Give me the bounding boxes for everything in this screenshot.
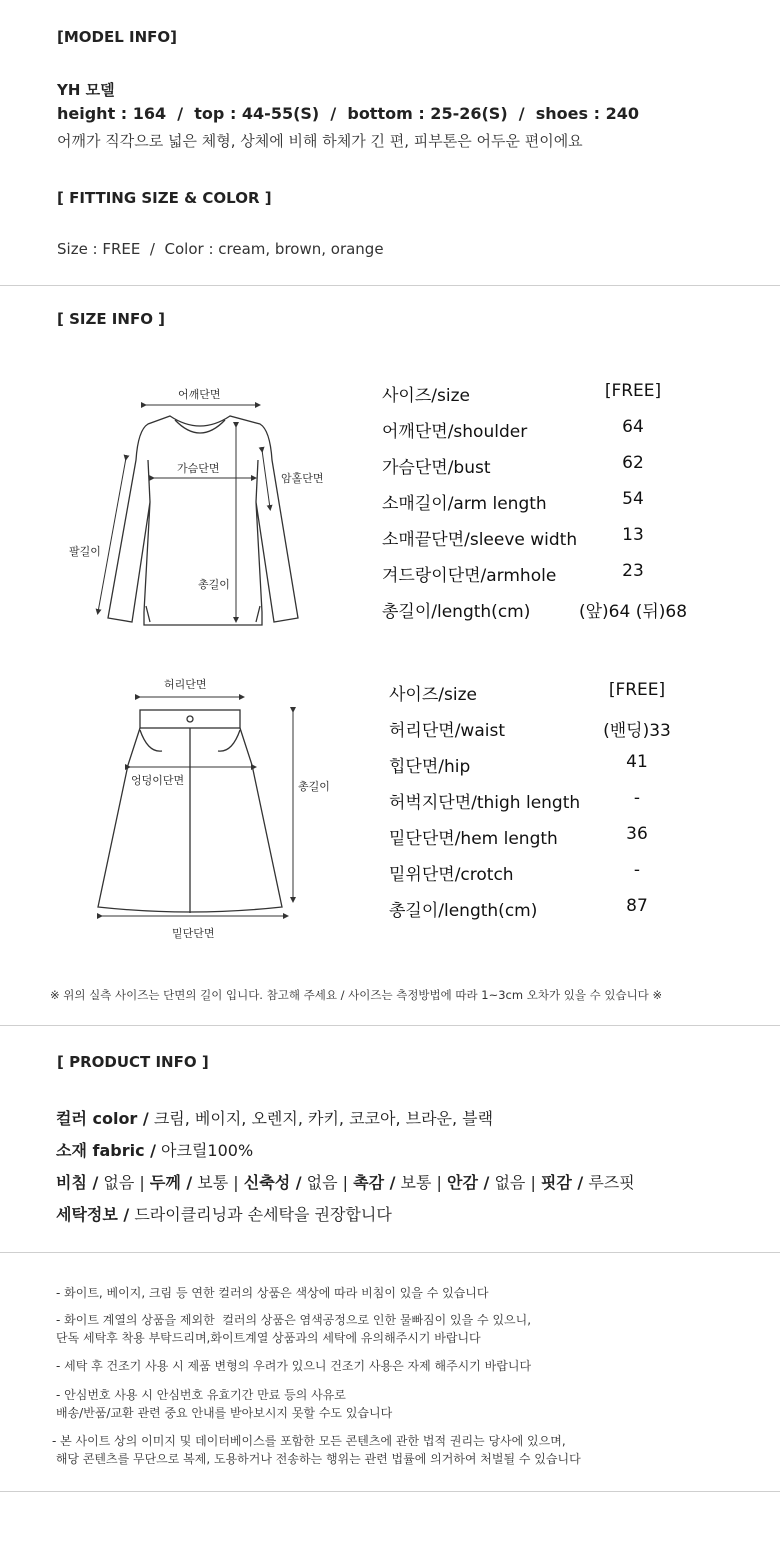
row-value: - [633,860,641,880]
skirt-diagram [90,685,310,925]
prop-value: 보통 | [192,1173,244,1192]
skirt-size-table [389,680,719,932]
table-row [382,489,712,525]
model-info-heading: [MODEL INFO] [57,28,177,46]
product-props-line [56,1170,635,1193]
row-label: 사이즈/size [382,386,470,406]
row-label: 밑단단면/hem length [389,829,558,849]
notice-line: - 안심번호 사용 시 안심번호 유효기간 만료 등의 사유로 [56,1388,346,1402]
notice-line: - 세탁 후 건조기 사용 시 제품 변형의 우려가 있으니 건조기 사용은 자제 해주시기 바랍니다 [56,1359,532,1373]
wash-value: 드라이클리닝과 손세탁을 권장합니다 [129,1205,392,1224]
fabric-value: 아크릴100% [155,1141,254,1160]
table-row [382,417,712,453]
prop-label: 촉감 / [353,1173,396,1192]
table-row [389,716,719,752]
table-row [382,453,712,489]
color-value: 크림, 베이지, 오렌지, 카키, 코코아, 브라운, 블랙 [148,1109,494,1128]
row-label: 겨드랑이단면/armhole [382,566,557,586]
diagram-label-bust: 가슴단면 [177,462,220,475]
divider [0,1025,780,1026]
diagram-label-waist: 허리단면 [164,678,207,691]
measure-lines [98,405,270,620]
row-label: 허리단면/waist [389,721,505,741]
model-name: YH 모델 [57,81,115,99]
diagram-label-skirt-length: 총길이 [298,780,330,793]
size-info-heading: [ SIZE INFO ] [57,310,166,328]
table-row [382,381,712,417]
fitting-line: Size : FREE / Color : cream, brown, orange [57,240,384,258]
fitting-heading: [ FITTING SIZE & COLOR ] [57,189,272,207]
row-label: 힙단면/hip [389,757,471,777]
wash-label: 세탁정보 / [56,1205,130,1224]
notice-line: 배송/반품/교환 관련 중요 안내를 받아보시지 못할 수도 있습니다 [56,1406,393,1420]
skirt-outline [98,710,282,913]
row-label: 밑위단면/crotch [389,865,514,885]
table-row [389,824,719,860]
notice-line: - 화이트, 베이지, 크림 등 연한 컬러의 상품은 색상에 따라 비침이 있을 수 있습니다 [56,1286,489,1300]
measure-lines [100,697,293,916]
row-label: 허벅지단면/thigh length [389,793,581,813]
table-row [389,752,719,788]
row-value: 36 [626,824,648,844]
row-label: 사이즈/size [389,685,477,705]
diagram-label-length: 총길이 [198,578,230,591]
row-label: 총길이/length(cm) [389,901,538,921]
row-value: 41 [626,752,648,772]
row-label: 소매길이/arm length [382,494,547,514]
row-value: 13 [622,525,644,545]
row-value: 54 [622,489,644,509]
divider [0,1491,780,1492]
row-value: 62 [622,453,644,473]
prop-label: 두께 / [149,1173,193,1192]
prop-label: 안감 / [447,1173,490,1192]
notice-line: - 화이트 계열의 상품을 제외한 컬러의 상품은 염색공정으로 인한 물빠짐이 있을 수 있으니, [56,1313,532,1327]
diagram-label-hip: 엉덩이단면 [131,774,185,787]
table-row [389,680,719,716]
top-size-table [382,381,712,633]
row-value: (앞)64 (뒤)68 [578,602,688,622]
diagram-label-armhole: 암홀단면 [281,472,324,485]
row-label: 어깨단면/shoulder [382,422,528,442]
prop-label: 신축성 / [243,1173,302,1192]
row-value: 87 [626,896,648,916]
prop-value: 보통 | [395,1173,448,1192]
table-row [382,597,712,633]
diagram-label-arm: 팔길이 [69,545,101,558]
prop-value: 없음 | [301,1173,354,1192]
diagram-label-shoulder: 어깨단면 [178,388,221,401]
model-stats: height : 164 / top : 44-55(S) / bottom : 25-26(S) / shoes : 240 [57,104,639,123]
prop-value: 루즈핏 [583,1173,635,1192]
row-value: 64 [622,417,644,437]
row-value: 23 [622,561,644,581]
prop-value: 없음 | [98,1173,150,1192]
row-value: (밴딩)33 [603,721,671,741]
product-info-heading: [ PRODUCT INFO ] [57,1053,209,1071]
row-label: 총길이/length(cm) [382,602,531,622]
row-label: 소매끝단면/sleeve width [382,530,578,550]
notice-line: 단독 세탁후 착용 부탁드리며,화이트계열 상품과의 세탁에 유의해주시기 바랍니다 [56,1331,481,1345]
product-wash-line [56,1202,392,1225]
table-row [389,896,719,932]
diagram-label-hem: 밑단단면 [172,927,215,940]
fabric-label: 소재 fabric / [56,1141,156,1160]
row-value: [FREE] [604,381,662,401]
prop-label: 핏감 / [540,1173,584,1192]
prop-value: 없음 | [489,1173,541,1192]
top-garment-diagram [60,380,350,640]
product-color-line [56,1106,493,1129]
table-row [389,788,719,824]
row-value: - [633,788,641,808]
row-label: 가슴단면/bust [382,458,491,478]
divider [0,285,780,286]
product-fabric-line [56,1138,253,1161]
table-row [382,525,712,561]
table-row [382,561,712,597]
notice-line: 해당 콘텐츠를 무단으로 복제, 도용하거나 전송하는 행위는 관련 법률에 의거하여 처벌될 수 있습니다 [52,1452,581,1466]
model-description: 어깨가 직각으로 넓은 체형, 상체에 비해 하체가 긴 편, 피부톤은 어두운 편이에요 [57,132,583,150]
row-value: [FREE] [608,680,666,700]
prop-label: 비침 / [56,1173,99,1192]
color-label: 컬러 color / [56,1109,149,1128]
sweater-outline [108,416,298,625]
size-note: ※ 위의 실측 사이즈는 단면의 길이 입니다. 참고해 주세요 / 사이즈는 측정방법에 따라 1~3cm 오차가 있을 수 있습니다 ※ [50,988,663,1002]
divider [0,1252,780,1253]
notice-line: - 본 사이트 상의 이미지 및 데이터베이스를 포함한 모든 콘텐츠에 관한 법적 권리는 당사에 있으며, [52,1434,566,1448]
table-row [389,860,719,896]
